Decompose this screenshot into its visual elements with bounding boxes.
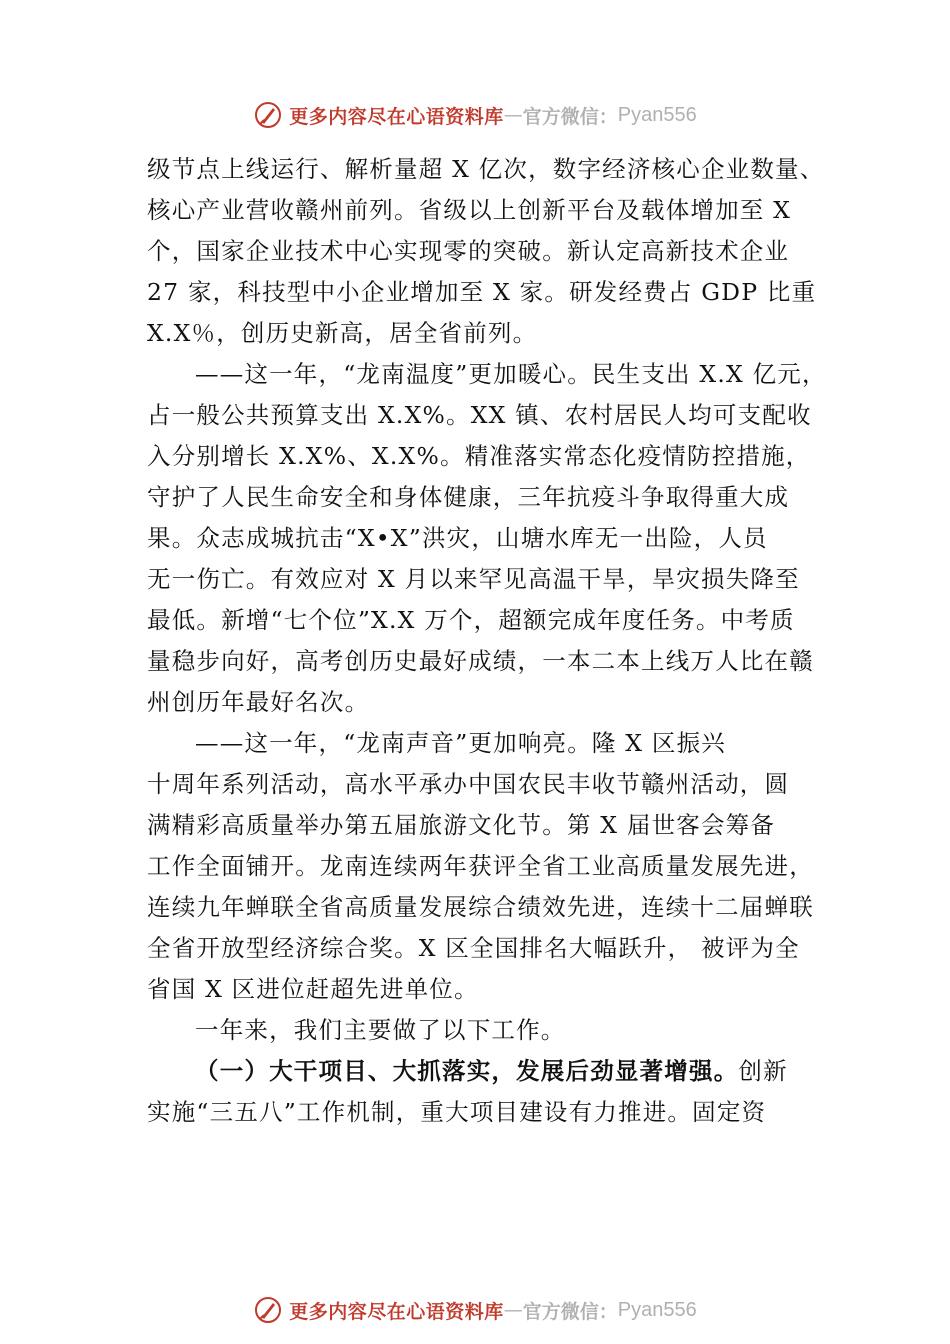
watermark-label: 官方微信： (522, 1300, 618, 1323)
text-line: 实施“三五八”工作机制，重大项目建设有力推进。固定资 (147, 1098, 767, 1126)
watermark-brand: 更多内容尽在心语资料库 (289, 105, 504, 128)
section-heading-line (147, 1051, 837, 1092)
text-line: 入分别增长 X.X%、X.X%。精准落实常态化疫情防控措施， (147, 442, 811, 470)
paragraph-start-line: 一年来，我们主要做了以下工作。 (195, 1016, 566, 1044)
watermark-wechat-id: Pyan556 (617, 103, 697, 126)
text-line: X.X％，创历史新高，居全省前列。 (147, 319, 538, 347)
text-line: 全省开放型经济综合奖。X 区全国排名大幅跃升， 被评为全 (147, 934, 800, 962)
footer-watermark (0, 1290, 950, 1330)
text-line: 果。众志成城抗击“X•X”洪灾，山塘水库无一出险，人员 (147, 524, 768, 552)
watermark-brand: 更多内容尽在心语资料库 (289, 1300, 504, 1323)
quill-logo-icon (253, 1295, 283, 1325)
watermark-separator: — (503, 104, 523, 126)
watermark-label: 官方微信： (522, 105, 618, 128)
watermark-separator: — (503, 1299, 523, 1321)
watermark-wechat-id: Pyan556 (617, 1298, 697, 1321)
text-line: 无一伤亡。有效应对 X 月以来罕见高温干旱，旱灾损失降至 (147, 565, 800, 593)
section-heading-continuation: 创新 (738, 1057, 788, 1085)
text-line: 工作全面铺开。龙南连续两年获评全省工业高质量发展先进， (147, 852, 814, 880)
section-heading: （一）大干项目、大抓落实，发展后劲显著增强。 (195, 1057, 739, 1085)
text-line: 连续九年蝉联全省高质量发展综合绩效先进，连续十二届蝉联 (147, 893, 814, 921)
header-watermark (0, 95, 950, 135)
quill-logo-icon (253, 100, 283, 130)
text-line: 级节点上线运行、解析量超 X 亿次，数字经济核心企业数量、 (147, 155, 825, 183)
text-line: 十周年系列活动，高水平承办中国农民丰收节赣州活动，圆 (147, 770, 790, 798)
text-line: 量稳步向好，高考创历史最好成绩，一本二本上线万人比在赣 (147, 647, 814, 675)
text-line: 个，国家企业技术中心实现零的突破。新认定高新技术企业 (147, 237, 790, 265)
text-line: 27 家，科技型中小企业增加至 X 家。研发经费占 GDP 比重 (147, 278, 817, 306)
text-line: 守护了人民生命安全和身体健康，三年抗疫斗争取得重大成 (147, 483, 790, 511)
text-line: 核心产业营收赣州前列。省级以上创新平台及载体增加至 X (147, 196, 792, 224)
paragraph-start-line: ——这一年，“龙南声音”更加响亮。隆 X 区振兴 (195, 729, 726, 757)
text-line: 省国 X 区进位赶超先进单位。 (147, 975, 479, 1003)
document-body (147, 149, 837, 1133)
text-line: 州创历年最好名次。 (147, 688, 370, 716)
text-line: 占一般公共预算支出 X.X%。XX 镇、农村居民人均可支配收 (147, 401, 812, 429)
paragraph-start-line: ——这一年，“龙南温度”更加暖心。民生支出 X.X 亿元， (195, 360, 827, 388)
text-line: 最低。新增“七个位”X.X 万个，超额完成年度任务。中考质 (147, 606, 795, 634)
text-line: 满精彩高质量举办第五届旅游文化节。第 X 届世客会筹备 (147, 811, 776, 839)
